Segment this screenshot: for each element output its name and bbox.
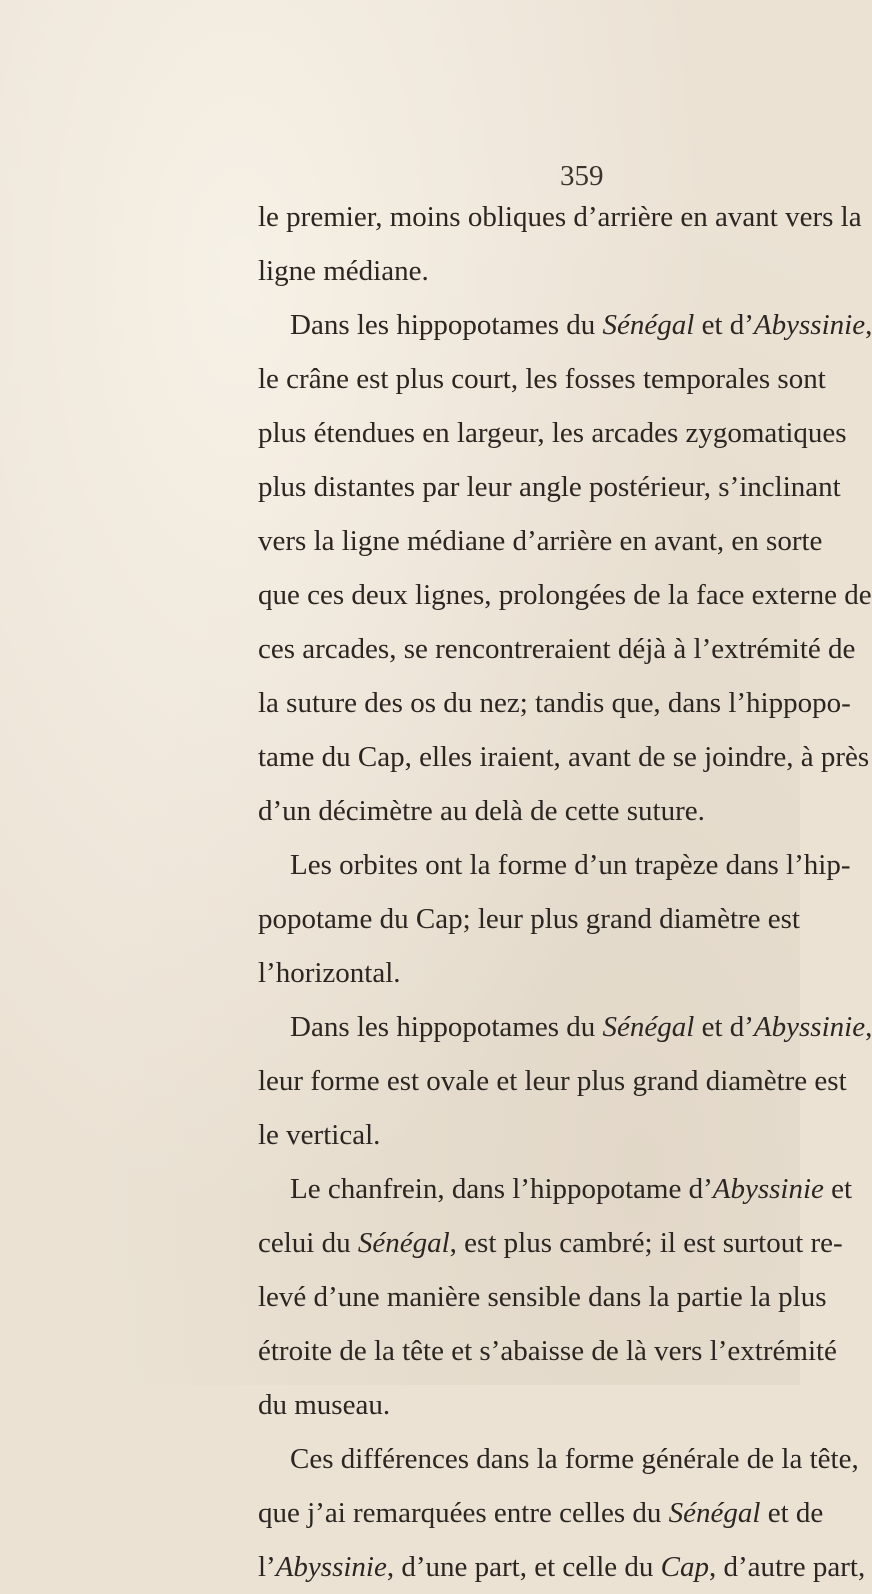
- text-segment: le premier, moins obliques d’arrière en avant vers la: [258, 201, 862, 233]
- text-segment: du museau.: [258, 1389, 391, 1421]
- text-line: [258, 568, 872, 622]
- text-line: [258, 298, 872, 352]
- text-line: [258, 838, 851, 892]
- text-line: [258, 730, 870, 784]
- text-line: [258, 1270, 827, 1324]
- text-segment: le crâne est plus court, les fosses temporales sont: [258, 363, 826, 395]
- text-line: [258, 1540, 866, 1594]
- italic-term: Cap: [660, 1551, 709, 1583]
- text-line: [258, 1324, 837, 1378]
- text-segment: étroite de la tête et s’abaisse de là vers l’extrémité: [258, 1335, 837, 1367]
- page-number: 359: [560, 160, 604, 192]
- italic-term: Sénégal: [668, 1497, 761, 1529]
- text-line: [258, 1378, 600, 1432]
- text-segment: Dans les hippopotames du: [290, 309, 603, 341]
- text-segment: vers la ligne médiane d’arrière en avant, en sorte: [258, 525, 823, 557]
- text-segment: et d’: [694, 1011, 754, 1043]
- text-segment: , d’autre part,: [709, 1551, 866, 1583]
- text-segment: que ces deux lignes, prolongées de la face externe de: [258, 579, 872, 611]
- text-line: [258, 352, 826, 406]
- text-segment: celui du: [258, 1227, 358, 1259]
- text-line: [258, 784, 705, 838]
- text-line: [258, 1054, 847, 1108]
- text-segment: que j’ai remarquées entre celles du: [258, 1497, 669, 1529]
- text-segment: ,: [865, 1011, 872, 1043]
- text-segment: le vertical.: [258, 1119, 381, 1151]
- italic-term: Abyssinie: [753, 309, 866, 341]
- italic-term: Sénégal: [357, 1227, 450, 1259]
- text-line: [258, 460, 841, 514]
- italic-term: Abyssinie: [712, 1173, 824, 1205]
- text-line: [258, 676, 851, 730]
- text-segment: et d’: [694, 309, 754, 341]
- body-text: [258, 190, 872, 1594]
- text-line: [258, 1162, 853, 1216]
- text-segment: Les orbites ont la forme d’un trapèze dans l’hip-: [290, 849, 851, 881]
- text-line: [258, 622, 856, 676]
- text-line: [258, 1486, 824, 1540]
- text-line: [258, 1000, 872, 1054]
- text-segment: popotame du Cap; leur plus grand diamètre est: [258, 903, 800, 935]
- italic-term: Sénégal: [602, 1011, 695, 1043]
- text-segment: ces arcades, se rencontreraient déjà à l’extrémité de: [258, 633, 856, 665]
- text-segment: , d’une part, et celle du: [386, 1551, 661, 1583]
- text-segment: Le chanfrein, dans l’hippopotame d’: [290, 1173, 713, 1205]
- text-segment: et: [823, 1173, 853, 1205]
- text-segment: tame du Cap, elles iraient, avant de se joindre, à près: [258, 741, 870, 773]
- text-segment: plus distantes par leur angle postérieur, s’inclinant: [258, 471, 841, 503]
- text-line: [258, 946, 600, 1000]
- text-line: [258, 406, 847, 460]
- text-segment: l’: [258, 1551, 276, 1583]
- text-segment: Ces différences dans la forme générale de la tête,: [290, 1443, 859, 1475]
- text-segment: levé d’une manière sensible dans la partie la plus: [258, 1281, 827, 1313]
- italic-term: Abyssinie: [275, 1551, 387, 1583]
- text-line: [258, 514, 823, 568]
- italic-term: Abyssinie: [753, 1011, 866, 1043]
- text-segment: leur forme est ovale et leur plus grand diamètre est: [258, 1065, 847, 1097]
- text-line: [258, 892, 800, 946]
- text-segment: la suture des os du nez; tandis que, dans l’hippopo-: [258, 687, 851, 719]
- text-segment: ,: [865, 309, 872, 341]
- text-line: [258, 244, 600, 298]
- text-line: [258, 190, 862, 244]
- text-line: [258, 1108, 600, 1162]
- italic-term: Sénégal: [602, 309, 695, 341]
- text-segment: d’un décimètre au delà de cette suture.: [258, 795, 705, 827]
- text-segment: et de: [760, 1497, 824, 1529]
- text-segment: plus étendues en largeur, les arcades zygomatiques: [258, 417, 847, 449]
- text-segment: l’horizontal.: [258, 957, 401, 989]
- text-segment: Dans les hippopotames du: [290, 1011, 603, 1043]
- text-line: [258, 1216, 843, 1270]
- text-segment: , est plus cambré; il est surtout re-: [449, 1227, 843, 1259]
- text-segment: ligne médiane.: [258, 255, 429, 287]
- text-line: [258, 1432, 859, 1486]
